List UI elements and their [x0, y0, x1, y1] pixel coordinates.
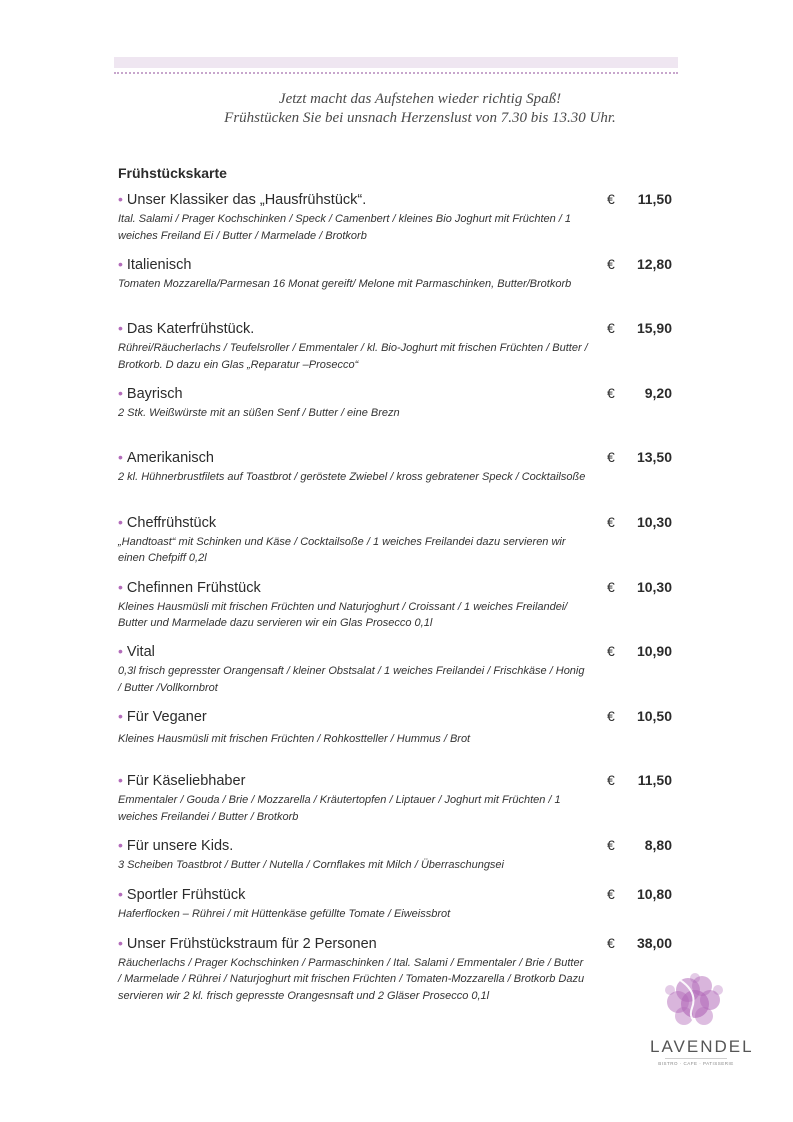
item-price: 10,80: [636, 885, 672, 902]
item-name: Unser Klassiker das „Hausfrühstück“.: [126, 192, 367, 208]
item-description: 3 Scheiben Toastbrot / Butter / Nutella / Cornflakes mit Milch / Überraschungsei: [118, 858, 504, 871]
item-name-row: [118, 885, 674, 905]
menu-item: [118, 578, 674, 643]
item-price: 9,20: [644, 384, 672, 401]
item-name-row: [118, 707, 674, 727]
item-price: 10,50: [636, 707, 672, 724]
item-description: „Handtoast“ mit Schinken und Käse / Cocktailsoße / 1 weiches Freilandei dazu servieren wir einen Chefpiff 0,2l: [118, 535, 566, 565]
brand-divider: [665, 1058, 727, 1059]
item-name: Das Katerfrühstück.: [126, 321, 255, 338]
item-name: Amerikanisch: [126, 450, 214, 467]
item-description: 0,3l frisch gepresster Orangensaft / kleiner Obstsalat / 1 weiches Freilandei / Frischkäse / Honig / Butter /Vollkornbrot: [118, 665, 585, 694]
menu-item: [118, 190, 674, 255]
item-description: Kleines Hausmüsli mit frischen Früchten und Naturjoghurt / Croissant / 1 weiches Freilandei/ Butter und Marmelade dazu servieren wir ein Glas Prosecco 0,1l: [118, 600, 568, 630]
currency-symbol: €: [607, 836, 615, 853]
currency-symbol: €: [607, 255, 615, 272]
item-price: 10,30: [636, 513, 672, 530]
item-name-row: [118, 934, 674, 954]
bullet-icon: •: [118, 513, 123, 530]
item-name-row: [118, 836, 674, 856]
intro-line-2: Frühstücken Sie bei unsnach Herzenslust von 7.30 bis 13.30 Uhr.: [224, 110, 616, 126]
item-name-row: [118, 319, 674, 339]
item-name: Für unsere Kids.: [126, 837, 234, 854]
item-name: Für Käseliebhaber: [126, 773, 246, 790]
menu-item: [118, 707, 674, 772]
dotted-divider: [114, 72, 678, 74]
bullet-icon: •: [118, 255, 123, 272]
menu-item: [118, 885, 674, 934]
bullet-icon: •: [118, 885, 123, 902]
item-name: Sportler Frühstück: [126, 886, 246, 903]
item-name-row: [118, 448, 674, 468]
bullet-icon: •: [118, 707, 123, 724]
item-price: 11,50: [637, 191, 672, 207]
item-name: Vital: [126, 644, 155, 661]
item-description: Rührei/Räucherlachs / Teufelsroller / Emmentaler / kl. Bio-Joghurt mit frischen Früchten / Butter / Brotkorb. D dazu ein Glas „Reparatur –Prosecco“: [118, 342, 588, 371]
item-description: 2 Stk. Weißwürste mit an süßen Senf / Butter / eine Brezn: [118, 406, 400, 419]
item-name: Unser Frühstückstraum für 2 Personen: [126, 935, 377, 952]
item-price: 38,00: [636, 934, 672, 951]
item-description: 2 kl. Hühnerbrustfilets auf Toastbrot / geröstete Zwiebel / kross gebratener Speck / Cocktailsoße: [118, 471, 586, 484]
item-name: Italienisch: [126, 256, 192, 273]
item-description: Kleines Hausmüsli mit frischen Früchten / Rohkostteller / Hummus / Brot: [118, 732, 471, 745]
breakfast-menu: [118, 190, 674, 1024]
item-price: 10,30: [636, 578, 672, 595]
currency-symbol: €: [607, 384, 615, 401]
brand-tagline: BISTRO · CAFE · PATISSERIE: [658, 1061, 734, 1066]
item-name: Cheffrühstück: [126, 514, 217, 531]
item-price: 8,80: [644, 836, 672, 853]
item-price: 12,80: [636, 255, 672, 272]
item-name-row: [118, 513, 674, 533]
menu-item: [118, 384, 674, 449]
intro-text: [114, 90, 678, 128]
currency-symbol: €: [607, 772, 615, 789]
menu-item: [118, 642, 674, 707]
bullet-icon: •: [118, 449, 123, 466]
item-name-row: [118, 771, 674, 791]
item-description: Ital. Salami / Prager Kochschinken / Speck / Camenbert / kleines Bio Joghurt mit Früchten / 1 weiches Freiland Ei / Butter / Marmelade / Brotkorb: [118, 213, 572, 242]
item-description: Emmentaler / Gouda / Brie / Mozzarella / Kräutertopfen / Liptauer / Joghurt mit Früchten / 1 weiches Freilandei / Butter / Brotkorb: [118, 794, 561, 823]
item-name: Für Veganer: [126, 708, 207, 725]
menu-item: [118, 934, 674, 1024]
bullet-icon: •: [118, 578, 123, 595]
item-name-row: [118, 384, 674, 404]
currency-symbol: €: [607, 643, 615, 660]
menu-item: [118, 513, 674, 578]
currency-symbol: €: [607, 707, 615, 724]
currency-symbol: €: [607, 513, 615, 530]
item-description: Tomaten Mozzarella/Parmesan 16 Monat gereift/ Melone mit Parmaschinken, Butter/Brotkorb: [118, 277, 572, 290]
menu-item: [118, 319, 674, 384]
item-price: 10,90: [636, 643, 672, 660]
item-name-row: [118, 578, 674, 598]
item-name: Bayrisch: [126, 385, 183, 402]
item-description: Räucherlachs / Prager Kochschinken / Parmaschinken / Ital. Salami / Emmentaler / Brie / Butter / Marmelade / Rührei / Naturjoghurt mit frischen Früchten / Tomaten-Mozzarella / Brotkorb Dazu servieren wir 2 kl. frisch gepresste Orangesnsaft und 2 Gläser Prosecco 0,1l: [118, 956, 585, 1002]
item-description: Haferflocken – Rührei / mit Hüttenkäse gefüllte Tomate / Eiweissbrot: [118, 907, 451, 920]
menu-item: [118, 448, 674, 513]
bullet-icon: •: [118, 384, 123, 401]
currency-symbol: €: [607, 191, 615, 207]
bullet-icon: •: [118, 320, 123, 337]
bullet-icon: •: [118, 934, 123, 951]
menu-item: [118, 836, 674, 885]
menu-title: Frühstückskarte: [118, 165, 227, 181]
bullet-icon: •: [118, 836, 123, 853]
menu-item: [118, 771, 674, 836]
item-name: Chefinnen Frühstück: [126, 579, 261, 596]
header-band: [114, 57, 678, 68]
currency-symbol: €: [607, 885, 615, 902]
bullet-icon: •: [118, 191, 123, 207]
bullet-icon: •: [118, 772, 123, 789]
item-name-row: [118, 255, 674, 275]
item-name-row: [118, 190, 674, 210]
item-price: 13,50: [636, 449, 672, 466]
bullet-icon: •: [118, 643, 123, 660]
currency-symbol: €: [607, 934, 615, 951]
item-price: 11,50: [637, 772, 672, 789]
brand-name: LAVENDEL: [650, 1037, 754, 1056]
currency-symbol: €: [607, 320, 615, 337]
item-price: 15,90: [636, 320, 672, 337]
menu-item: [118, 255, 674, 320]
currency-symbol: €: [607, 449, 615, 466]
item-name-row: [118, 642, 674, 662]
currency-symbol: €: [607, 578, 615, 595]
intro-line-1: Jetzt macht das Aufstehen wieder richtig Spaß!: [278, 91, 562, 107]
